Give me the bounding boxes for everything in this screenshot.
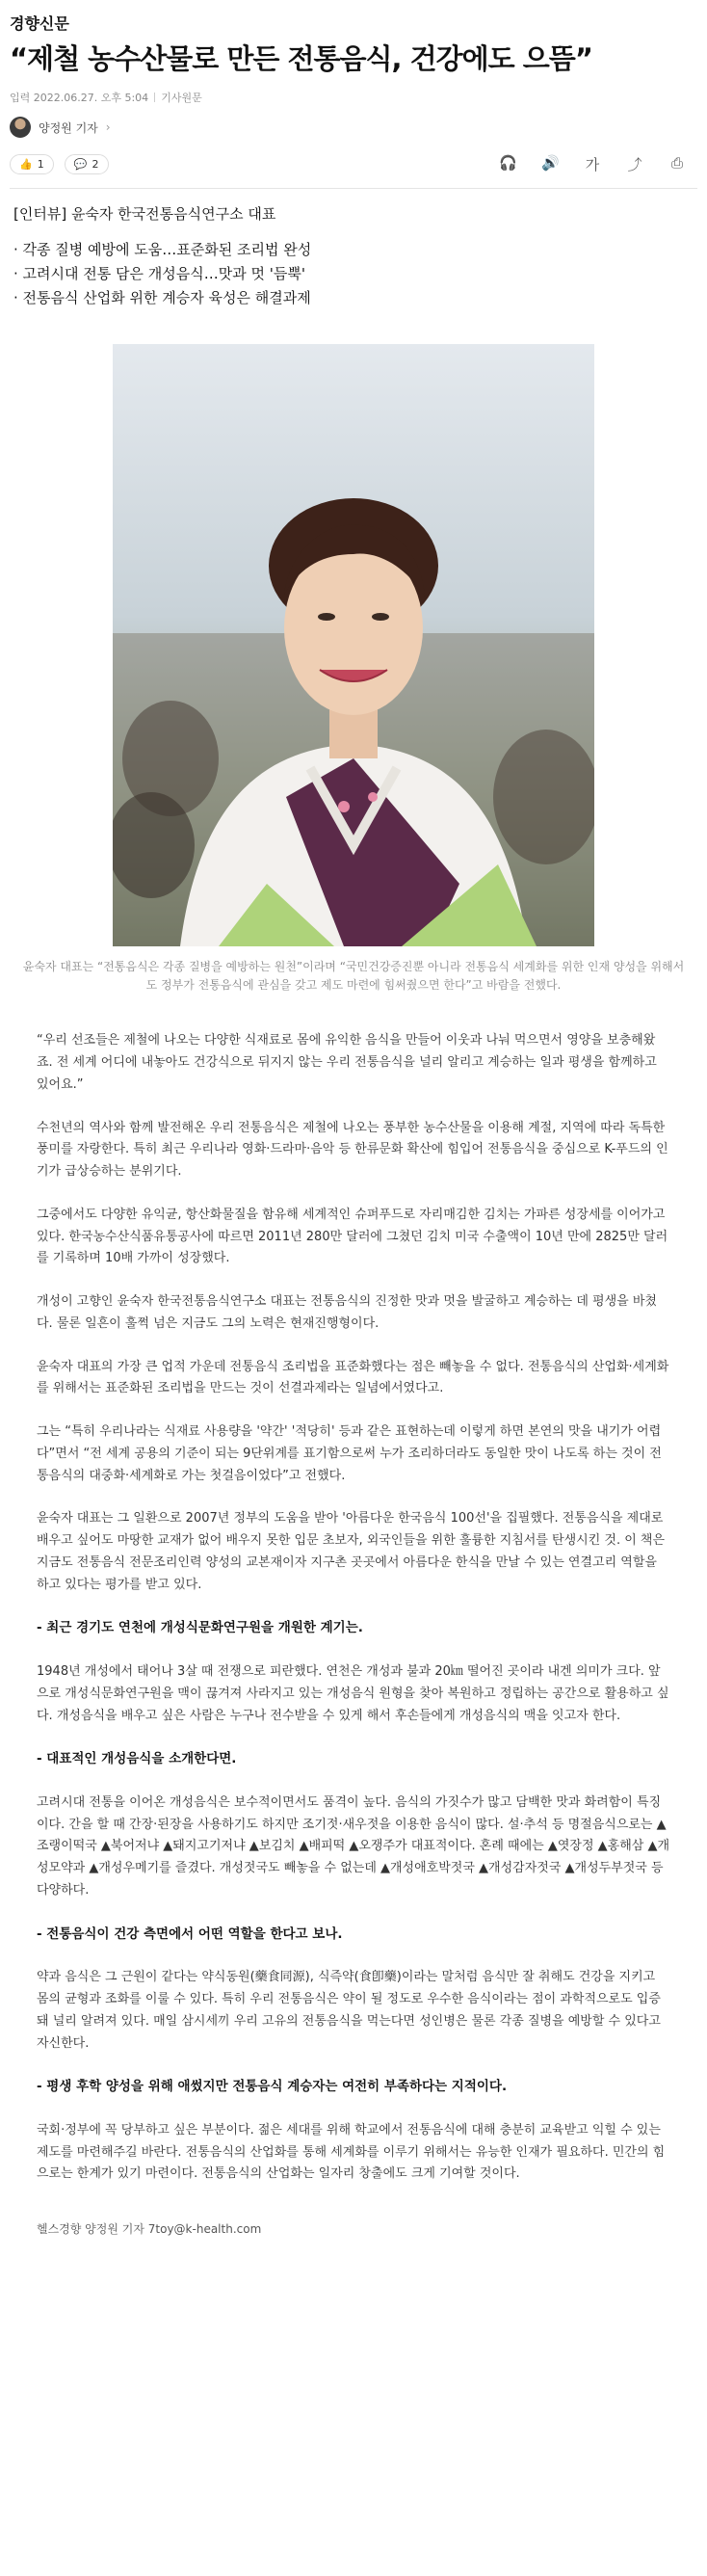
like-icon: 👍 — [19, 158, 33, 172]
reporter-byline: 헬스경향 양정원 기자 7toy@k-health.com — [37, 2222, 262, 2237]
interview-answer: 1948년 개성에서 태어나 3살 때 전쟁으로 피란했다. 연천은 개성과 불과 20㎞ 떨어진 곳이라 내겐 의미가 크다. 앞으로 개성식문화연구원을 맥이 끊겨져 사라지고 있는 개성음식 원형을 찾아 복원하고 정립하는 공간으로 활용하고 싶다. 개성음식을 배우고 싶은 사람은 누구나 전수받을 수 있게 해서 후손들에게 개성음식의 맥을 잇고자 한다. — [37, 1664, 669, 1723]
interview-label: [인터뷰] 윤숙자 한국전통음식연구소 대표 — [13, 205, 276, 224]
interview-question: - 최근 경기도 연천에 개성식문화연구원을 개원한 계기는. — [37, 1620, 363, 1636]
author-name: 양정원 기자 — [39, 120, 98, 135]
like-button[interactable] — [10, 154, 54, 174]
article-meta — [10, 90, 697, 105]
author-info[interactable] — [10, 117, 697, 138]
action-bar — [10, 153, 697, 189]
portrait-illustration — [113, 344, 594, 946]
headline: “제철 농수산물로 만든 전통음식, 건강에도 으뜸” — [10, 42, 592, 75]
interview-answer: 국회·정부에 꼭 당부하고 싶은 부분이다. 젊은 세대를 위해 학교에서 전통음식에 대해 충분히 교육받고 익힐 수 있는 제도를 마련해주길 바란다. 전통음식의 산업화를 통해 세계화를 이루기 위해서는 유능한 인재가 필요하다. 민간의 힘으로는 한계가 있기 마련이다. 전통음식의 산업화는 일자리 창출에도 크게 기여할 것이다. — [37, 2122, 666, 2182]
original-article-link[interactable]: 기사원문 — [161, 92, 202, 105]
share-icon[interactable]: ⤴ — [627, 155, 642, 173]
body-paragraph: 수천년의 역사와 함께 발전해온 우리 전통음식은 제철에 나오는 풍부한 농수산물을 이용해 계절, 지역에 따라 독특한 풍미를 자랑한다. 특히 최근 우리나라 영화·드라마·음악 등 한류문화 확산에 힘입어 전통음식을 중심으로 K-푸드의 인기가 급상승하는 분위기다. — [37, 1120, 668, 1180]
subhead-point: · 전통음식 산업화 위한 계승자 육성은 해결과제 — [13, 288, 311, 306]
comment-count: 2 — [92, 158, 99, 172]
reaction-buttons — [10, 153, 115, 174]
article-header — [0, 0, 707, 189]
subhead-point: · 각종 질병 예방에 도움…표준화된 조리법 완성 — [13, 241, 312, 258]
subheads — [0, 189, 707, 309]
font-size-icon[interactable]: 가 — [585, 155, 600, 173]
press-logo[interactable]: 경향신문 — [10, 14, 69, 33]
subhead-point: · 고려시대 전통 담은 개성음식…맛과 멋 '듬뿍' — [13, 264, 305, 282]
volume-icon[interactable]: 🔊 — [541, 153, 560, 172]
article-tools — [499, 154, 697, 174]
interview-answer: 약과 음식은 그 근원이 같다는 약식동원(藥食同源), 식즉약(食卽藥)이라는 말처럼 음식만 잘 취해도 건강을 지키고 몸의 균형과 조화를 이룰 수 있다. 특히 우리 전통음식은 약이 될 정도로 우수한 음식이라는 점이 과학적으로도 입증돼 널리 알려져 있다. 매일 삼시세끼 우리 고유의 전통음식을 먹는다면 성인병은 물론 각종 질병을 예방할 수 있다고 자신한다. — [37, 1970, 661, 2051]
audio-icon[interactable]: 🎧 — [499, 153, 517, 172]
article-photo — [113, 344, 594, 946]
comment-button[interactable] — [65, 154, 109, 174]
article-body — [0, 994, 707, 2186]
like-count: 1 — [37, 158, 44, 172]
body-paragraph: 그중에서도 다양한 유익균, 항산화물질을 함유해 세계적인 슈퍼푸드로 자리매김한 김치는 가파른 성장세를 이어가고 있다. 한국농수산식품유통공사에 따르면 2011년 280만 달러에 그쳤던 김치 미국 수출액이 10년 만에 2825만 달러를 기록하며 10배 가까이 성장했다. — [37, 1207, 668, 1266]
print-icon[interactable]: ⎙ — [670, 153, 683, 172]
body-paragraph: “우리 선조들은 제철에 나오는 다양한 식재료로 몸에 유익한 음식을 만들어 이웃과 나눠 먹으면서 영양을 보충해왔죠. 전 세계 어디에 내놓아도 건강식으로 뒤지지 않는 우리 전통음식을 널리 알리고 계승하는 일과 평생을 함께하고 있어요.” — [37, 1033, 657, 1092]
publish-date: 입력 2022.06.27. 오후 5:04 — [10, 92, 149, 105]
body-paragraph: 윤숙자 대표는 그 일환으로 2007년 정부의 도움을 받아 '아름다운 한국음식 100선'을 집필했다. 전통음식을 제대로 배우고 싶어도 마땅한 교재가 없어 배우지 못한 입문 초보자, 외국인들을 위한 훌륭한 지침서를 탄생시킨 것. 이 책은 지금도 전통음식 전문조리인력 양성의 교본재이자 지구촌 곳곳에서 아름다운 한식을 만날 수 있는 연결고리 역할을 하고 있다는 평가를 받고 있다. — [37, 1511, 666, 1592]
body-paragraph: 개성이 고향인 윤숙자 한국전통음식연구소 대표는 전통음식의 진정한 맛과 멋을 발굴하고 계승하는 데 평생을 바쳤다. 물론 일흔이 훌쩍 넘은 지금도 그의 노력은 현재진행형이다. — [37, 1294, 657, 1331]
meta-divider — [154, 93, 155, 102]
body-paragraph: 윤숙자 대표의 가장 큰 업적 가운데 전통음식 조리법을 표준화했다는 점은 빼놓을 수 없다. 전통음식의 산업화·세계화를 위해서는 표준화된 조리법을 만드는 것이 선결과제라는 일념에서였다고. — [37, 1359, 669, 1396]
comment-icon: 💬 — [73, 158, 88, 172]
interview-question: - 전통음식이 건강 측면에서 어떤 역할을 한다고 보나. — [37, 1925, 343, 1942]
photo-caption: 윤숙자 대표는 “전통음식은 각종 질병을 예방하는 원천”이라며 “국민건강증진뿐 아니라 전통음식 세계화를 위한 인재 양성을 위해서도 정부가 전통음식에 관심을 갖고 제도 마련에 힘써줬으면 한다”고 바람을 전했다. — [22, 960, 685, 992]
interview-question: - 대표적인 개성음식을 소개한다면. — [37, 1751, 237, 1767]
body-paragraph: 그는 “특히 우리나라는 식재료 사용량을 '약간' '적당히' 등과 같은 표현하는데 이렇게 하면 본연의 맛을 내기가 어렵다”면서 “전 세계 공용의 기준이 되는 9단위계를 표기함으로써 누가 조리하더라도 동일한 맛이 나도록 하는 것이 전통음식의 대중화·세계화로 가는 첫걸음이었다”고 전했다. — [37, 1424, 662, 1483]
interview-answer: 고려시대 전통을 이어온 개성음식은 보수적이면서도 품격이 높다. 음식의 가짓수가 많고 담백한 맛과 화려함이 특징이다. 간을 할 때 간장·된장을 사용하기도 하지만 조기젓·새우젓을 이용한 음식이 많다. 설·추석 등 명절음식으로는 ▲조랭이떡국 ▲북어저냐 ▲돼지고기저냐 ▲보김치 ▲배피떡 ▲오쟁주가 대표적이다. 혼례 때에는 ▲엿장정 ▲홍해삼 ▲개성모약과 ▲개성우메기를 즐겼다. 개성젓국도 빼놓을 수 없는데 ▲개성애호박젓국 ▲개성감자젓국 ▲개성두부젓국 등 다양하다. — [37, 1794, 670, 1898]
interview-question: - 평생 후학 양성을 위해 애썼지만 전통음식 계승자는 여전히 부족하다는 지적이다. — [37, 2079, 508, 2095]
chevron-right-icon: › — [105, 120, 111, 135]
author-avatar — [10, 117, 31, 138]
